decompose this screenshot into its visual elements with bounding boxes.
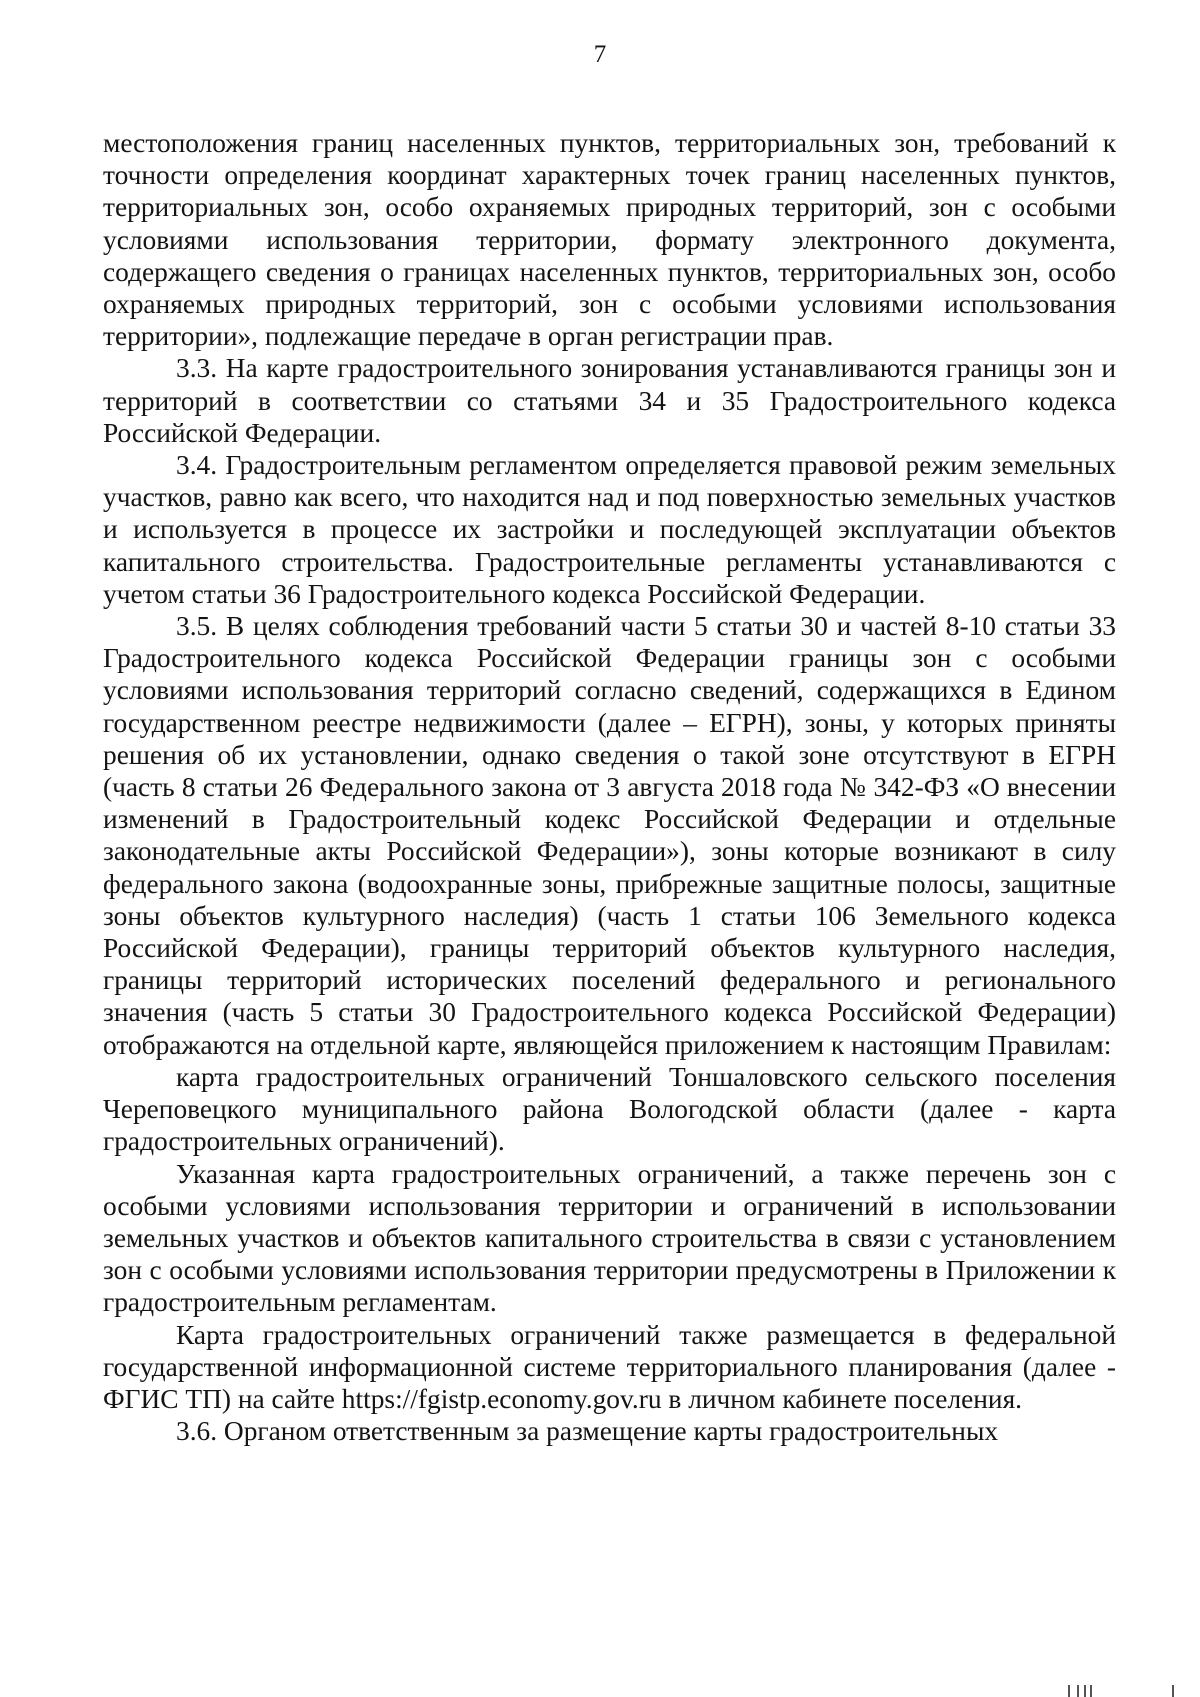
paragraph-3-6: 3.6. Органом ответственным за размещение карты градостроительных xyxy=(176,1416,999,1447)
paragraph-restrictions-map: карта градостроительных ограничений Тоншаловского сельского поселения Череповецкого муниципального района Вологодской области (далее - карта градостроительных ограничений). xyxy=(103,1061,1116,1157)
paragraph-fgis-tp: Карта градостроительных ограничений также размещается в федеральной государственной информационной системе территориального планирования (далее - ФГИС ТП) на сайте https://fgistp.economy.gov.ru в личном кабинете поселения. xyxy=(103,1319,1116,1414)
scan-edge-marks xyxy=(1062,1683,1182,1697)
paragraph-continuation: местоположения границ населенных пунктов, территориальных зон, требований к точности определения координат характерных точек границ населенных пунктов, территориальных зон, особо охраняемых природных территорий, зон с особыми условиями использования территории, формату электронного документа, содержащего сведения о границах населенных пунктов, территориальных зон, особо охраняемых природных территорий, зон с особыми условиями использования территории», подлежащие передаче в орган регистрации прав. xyxy=(103,128,1116,352)
paragraph-map-annex: Указанная карта градостроительных ограничений, а также перечень зон с особыми условиями использования территории и ограничений в использовании земельных участков и объектов капитального строительства в связи с установлением зон с особыми условиями использования территории предусмотрены в Приложении к градостроительным регламентам. xyxy=(103,1158,1116,1318)
paragraph-3-3: 3.3. На карте градостроительного зонирования устанавливаются границы зон и территорий в соответствии со статьями 34 и 35 Градостроительного кодекса Российской Федерации. xyxy=(103,353,1116,448)
paragraph-3-5: 3.5. В целях соблюдения требований части 5 статьи 30 и частей 8-10 статьи 33 Градостроительного кодекса Российской Федерации границы зон с особыми условиями использования территорий согласно сведений, содержащихся в Едином государственном реестре недвижимости (далее – ЕГРН), зоны, у которых приняты решения об их установлении, однако сведения о такой зоне отсутствуют в ЕГРН (часть 8 статьи 26 Федерального закона от 3 августа 2018 года № 342-ФЗ «О внесении изменений в Градостроительный кодекс Российской Федерации и отдельные законодательные акты Российской Федерации»), зоны которые возникают в силу федерального закона (водоохранные зоны, прибрежные защитные полосы, защитные зоны объектов культурного наследия) (часть 1 статьи 106 Земельного кодекса Российской Федерации), границы территорий объектов культурного наследия, границы территорий исторических поселений федерального и регионального значения (часть 5 статьи 30 Градостроительного кодекса Российской Федерации) отображаются на отдельной карте, являющейся приложением к настоящим Правилам: xyxy=(103,611,1116,1060)
page-number: 7 xyxy=(593,41,607,68)
paragraph-3-4: 3.4. Градостроительным регламентом определяется правовой режим земельных участков, равно как всего, что находится над и под поверхностью земельных участков и используется в процессе их застройки и последующей эксплуатации объектов капитального строительства. Градостроительные регламенты устанавливаются с учетом статьи 36 Градостроительного кодекса Российской Федерации. xyxy=(103,450,1116,609)
document-body xyxy=(103,127,1116,1447)
